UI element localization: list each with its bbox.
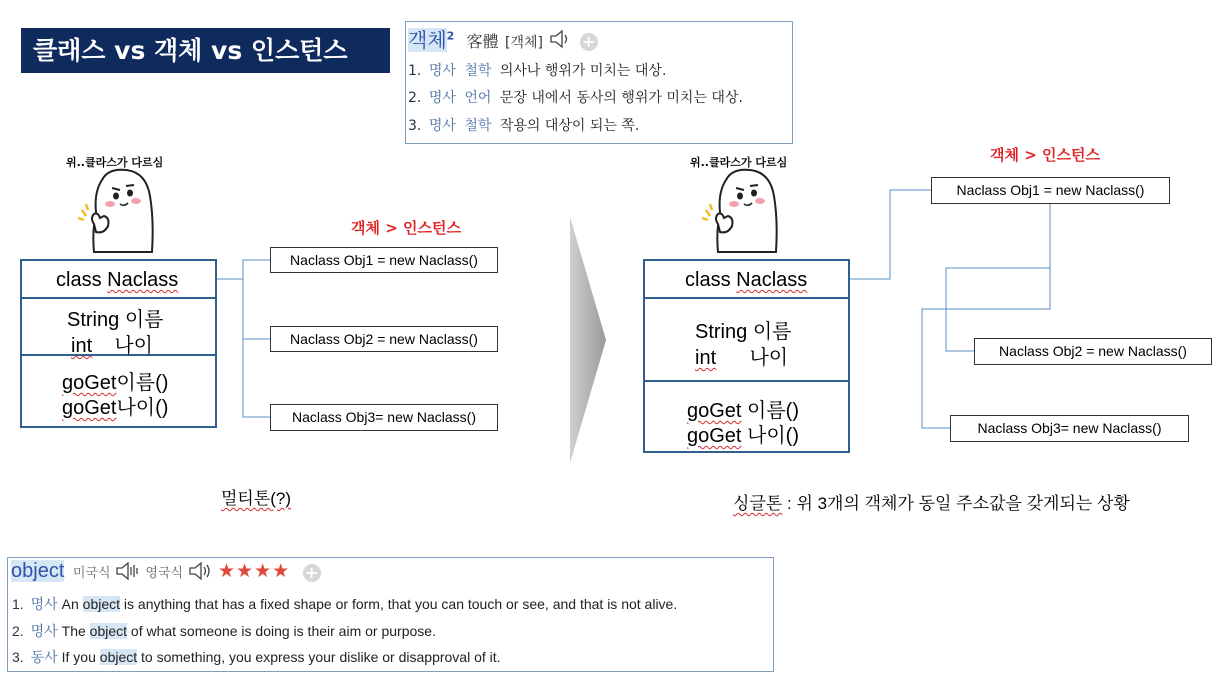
entry-pos: 명사 <box>428 118 456 134</box>
pronunciation: [객체] <box>505 35 544 51</box>
class-methods-section <box>645 382 848 451</box>
dictionary-en-header <box>11 560 321 585</box>
entry-pos: 명사 <box>30 623 58 639</box>
relation-label-left: 객체 > 인스턴스 <box>351 219 461 237</box>
entry-pos: 명사 <box>30 596 58 612</box>
object-box-obj3: Naclass Obj3= new Naclass() <box>270 404 498 431</box>
field-name: 나이 <box>749 347 789 369</box>
entry-number: 2. <box>12 623 24 639</box>
method-item <box>62 391 168 420</box>
object-box-obj1: Naclass Obj1 = new Naclass() <box>270 247 498 273</box>
uk-pronunciation-label: 영국식 <box>145 566 184 581</box>
dictionary-headword[interactable]: object <box>11 560 65 582</box>
connector-right-obj1 <box>849 190 931 279</box>
dictionary-en-entry <box>12 621 436 641</box>
connector-right-obj2 <box>946 203 1050 351</box>
field-item <box>71 329 153 358</box>
entry-keyword: object <box>89 623 128 639</box>
entry-text-after: to something, you express your dislike or disapproval of it. <box>137 649 501 665</box>
caption-singleton <box>733 489 1130 514</box>
object-box-obj1: Naclass Obj1 = new Naclass() <box>931 177 1170 204</box>
method-name: 나이() <box>116 397 169 419</box>
object-box-obj3: Naclass Obj3= new Naclass() <box>950 415 1189 442</box>
entry-text-after: of what someone is doing is their aim or purpose. <box>127 623 436 639</box>
speaker-icon[interactable] <box>115 561 141 585</box>
field-name: 이름 <box>124 309 164 331</box>
entry-keyword: object <box>82 596 121 612</box>
entry-text-before: If you <box>61 649 100 665</box>
entry-number: 3. <box>12 649 24 665</box>
connector-left-obj3 <box>243 339 270 417</box>
entry-pos: 명사 <box>428 90 456 106</box>
class-name <box>685 269 807 292</box>
caption-multiton <box>221 484 291 509</box>
entry-number: 2. <box>408 90 422 106</box>
sticker-caption: 위..클라스가 다르심 <box>66 156 164 169</box>
entry-text: 의사나 행위가 미치는 대상. <box>499 63 667 79</box>
method-prefix: goGet <box>62 372 117 394</box>
field-item <box>67 303 163 332</box>
homonym-number: 2 <box>446 29 455 43</box>
entry-pos: 동사 <box>30 649 58 665</box>
dictionary-en-panel <box>7 557 774 672</box>
method-item <box>687 419 799 448</box>
hanja: 客體 <box>466 32 499 51</box>
field-type: int <box>695 347 717 369</box>
field-type: int <box>71 335 93 357</box>
class-identifier: Naclass <box>736 269 808 291</box>
class-fields-section <box>22 299 215 356</box>
dictionary-en-entry <box>12 594 677 614</box>
entry-field: 철학 <box>464 63 492 79</box>
entry-field: 철학 <box>464 118 492 134</box>
entry-text-before: An <box>61 596 83 612</box>
dictionary-en-entry <box>12 647 501 667</box>
entry-number: 1. <box>408 63 422 79</box>
class-name-section <box>22 261 215 299</box>
entry-number: 1. <box>12 596 24 612</box>
field-type: String <box>67 309 120 331</box>
field-item <box>695 341 788 370</box>
method-name: 이름() <box>116 372 169 394</box>
caption-text: : 위 3개의 객체가 동일 주소값을 갖게되는 상황 <box>787 494 1130 513</box>
relation-label-right: 객체 > 인스턴스 <box>990 146 1100 164</box>
field-name: 나이 <box>114 335 153 357</box>
class-name <box>56 269 178 292</box>
field-item <box>695 315 791 344</box>
class-name-section <box>645 261 848 299</box>
object-box-obj2: Naclass Obj2 = new Naclass() <box>270 326 498 352</box>
caption-text: 멀티톤(?) <box>221 489 292 508</box>
entry-keyword: object <box>99 649 138 665</box>
entry-text: 작용의 대상이 되는 쪽. <box>499 118 640 134</box>
page-title: 클래스 vs 객체 vs 인스턴스 <box>21 28 390 73</box>
class-box-left <box>20 259 217 428</box>
method-prefix: goGet <box>62 397 117 419</box>
entry-text-after: is anything that has a fixed shape or form, that you can touch or see, and that is not alive. <box>120 596 678 612</box>
method-name: 나이() <box>747 425 800 447</box>
sticker-caption: 위..클라스가 다르심 <box>690 156 788 169</box>
add-icon[interactable]: + <box>303 564 321 582</box>
class-keyword: class <box>56 269 102 291</box>
method-prefix: goGet <box>687 425 742 447</box>
class-identifier: Naclass <box>107 269 179 291</box>
method-name: 이름() <box>747 400 800 422</box>
transition-arrow <box>568 215 608 465</box>
rating-stars: ★★★★ <box>218 560 291 582</box>
add-icon[interactable]: + <box>580 33 598 51</box>
connector-left-obj1 <box>216 260 270 279</box>
dictionary-headword[interactable]: 객체 <box>408 28 447 52</box>
field-name: 이름 <box>752 321 792 343</box>
us-pronunciation-label: 미국식 <box>72 566 111 581</box>
object-box-obj2: Naclass Obj2 = new Naclass() <box>974 338 1212 365</box>
entry-text-before: The <box>61 623 90 639</box>
method-prefix: goGet <box>687 400 742 422</box>
class-fields-section <box>645 299 848 382</box>
connector-left-obj2 <box>243 279 270 339</box>
class-box-right <box>643 259 850 453</box>
entry-field: 언어 <box>464 90 492 106</box>
entry-pos: 명사 <box>428 63 456 79</box>
entry-number: 3. <box>408 118 422 134</box>
speaker-icon[interactable] <box>188 561 214 585</box>
class-keyword: class <box>685 269 731 291</box>
entry-text: 문장 내에서 동사의 행위가 미치는 대상. <box>499 90 743 106</box>
field-type: String <box>695 321 748 343</box>
caption-keyword: 싱글톤 <box>733 494 783 513</box>
class-methods-section <box>22 356 215 426</box>
